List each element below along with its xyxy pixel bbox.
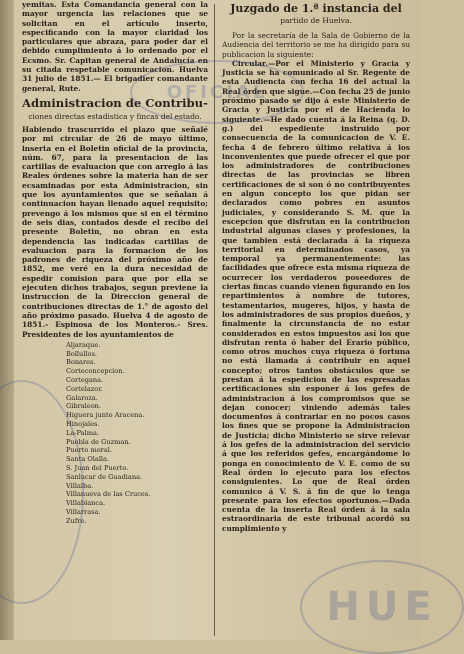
administracion-body: Habiendo trascurrido el plazo que señalé por mi circular de 26 de mayo último, inserta en el Boletin oficial de la provincia, núm. 67, para la presentacion de las cartillas de evaluacion que con arreglo á las Reales órdenes sobre la materia han de ser ecsaminadas por esta Administracion, sin que los ayuntamientos que se señalan á continuacion hayan llenado aquel requisito; prevengo á los mismos que si en el término de seis dias, contados desde el recibo del presente Boletin, no obran en esta dependencia las indicadas cartillas de evaluacion para la formacion de los padrones de riqueza del próximo año de 1852, me veré en la dura necesidad de espedir comision para que por ella se ejecuten dichos trabajos, segun previene la instruccion de la Direccion general de contribuciones directas de 1.° de agosto del año próximo pasado. Huelva 4 de agosto de 1851.- Espinosa de los Monteros.- Sres. Presidentes de los ayuntamientos de	[22, 124, 208, 339]
town-item: Aljaraque.	[66, 340, 101, 349]
town-item: Villalba.	[66, 481, 94, 490]
town-item: Santa Olalla.	[66, 455, 110, 464]
town-item: Galaroza.	[66, 393, 98, 402]
town-item: Cortegana.	[66, 375, 104, 384]
administracion-heading: Administracion de Contribu-	[22, 95, 208, 110]
town-item: Puerto moral.	[66, 446, 112, 455]
circular-body: Circular.—Por el Ministerio y Gracia y Justicia se ha comunicado al Sr. Regente de esta Audiencia con fecha 16 del actual la Real órden que sigue.—Con fecha 25 de junio próximo pasado se dijo á este Ministerio de Gracia y Justicia por el de Hacienda lo siguiente.—He dado cuenta á la Reina (q. D. g.) del espediente instruido por consecuencia de la comunicacion de V. E. fecha 4 de febrero último relativa á los inconvenientes que puede ofrecer el que por los administradores de contribuciones directas de las provincias se libren certificaciones de si son ó no contribuyentes en algun concepto los que pidan ser declarados como pobres en asuntos judiciales, y considerando S. M. que la escepcion que disfrutan en la contribucion industrial algunas clases y profesiones, la que tambien está declarada á la riqueza territorial en determinados casos, ya temporal ya permanentemente: las facilidades que ofrece esta misma riqueza de ocurrecer los verdaderos poseedores de ciertas fincas cuando vienen figurando en los repartimientos á nombre de tutores, testamentarios, mugeres, hijos, y hasta de los administradores de sus propios dueños, y finalmente la circunstancia de no estar considerados en estos impuestos así los que disfrutan renta ó haber del Erario público, como otros muchos cuya riqueza ó fortuna no está llamada á contribuir en aquel concepto; otros tantos obstáculos que se prestan á la espedicion de las espresadas certificaciones sin esponer á los gefes de administracion á los compromisos que se dejan conocer; viniendo además tales documentos á contrariar en no pocos casos los fines que se propone la Administracion de Justicia; dicho Ministerio se sirve relevar á los gefes de la administracion del servicio á que los referidos gefes, encargándome lo ponga en conocimiento de V. E. como de su Real órden lo ejecuto para los efectos consiguientes. Lo que de Real órden comunico á V. S. á fin de que lo tenga presente para los efectos oportunos.—Dada cuenta de la inserta Real órden á la sala estraordinaria de este tribunal acordó su cumplimiento y	[222, 58, 410, 533]
town-item: Cortelazor.	[66, 384, 103, 393]
stamp-text: OFICIAL	[166, 81, 268, 103]
juzgado-subheading: partido de Huelva.	[280, 16, 352, 25]
town-item: Villablanca.	[66, 499, 106, 508]
town-item: Zufre.	[66, 516, 87, 525]
town-item: Villanueva de las Cruces.	[66, 490, 151, 499]
town-item: Bollullos.	[66, 349, 97, 358]
library-stamp	[130, 60, 304, 124]
town-item: Villarrasa.	[66, 507, 101, 516]
town-item: Puebla de Guzman.	[66, 437, 131, 446]
town-item: Gibraleon.	[66, 402, 102, 411]
town-item: Corteconcepcion.	[66, 367, 125, 376]
towns-list	[66, 341, 208, 526]
administracion-subheading: ciones directas estadistica y fincas del estado.	[28, 111, 202, 121]
town-item: Sanlucar de Guadiana.	[66, 472, 143, 481]
juzgado-intro: Por la secretaría de la Sala de Gobierno de la Audiencia del territorio se me ha dirigido para su publicacion la siguiente:	[222, 31, 410, 59]
town-item: Higuera junto Aracena.	[66, 411, 145, 420]
town-item: Bonares.	[66, 358, 96, 367]
juzgado-heading: Juzgado de 1.ª instancia del	[230, 2, 402, 15]
library-stamp-bottom	[300, 560, 464, 654]
comandancia-paragraph: yemitas. Esta Comandancia general con la mayor urgencia las relaciones que se solicitan en el artículo inserto, especificando con la mayor claridad los particulares que abraza, para poder dar el debido cumplimiento á lo ordenado por el Ecsmo. Sr. Capitan general de Andalucía en su citada respetable comunicacion. Huelva 31 julio de 1851.— El brigadier comandante general, Rute.	[22, 0, 208, 93]
town-item: La-Palma.	[66, 428, 99, 437]
town-item: S. Juan del Puerto.	[66, 463, 129, 472]
town-item: Hinojales.	[66, 419, 100, 428]
stamp-text-bottom: HUE	[326, 584, 438, 630]
